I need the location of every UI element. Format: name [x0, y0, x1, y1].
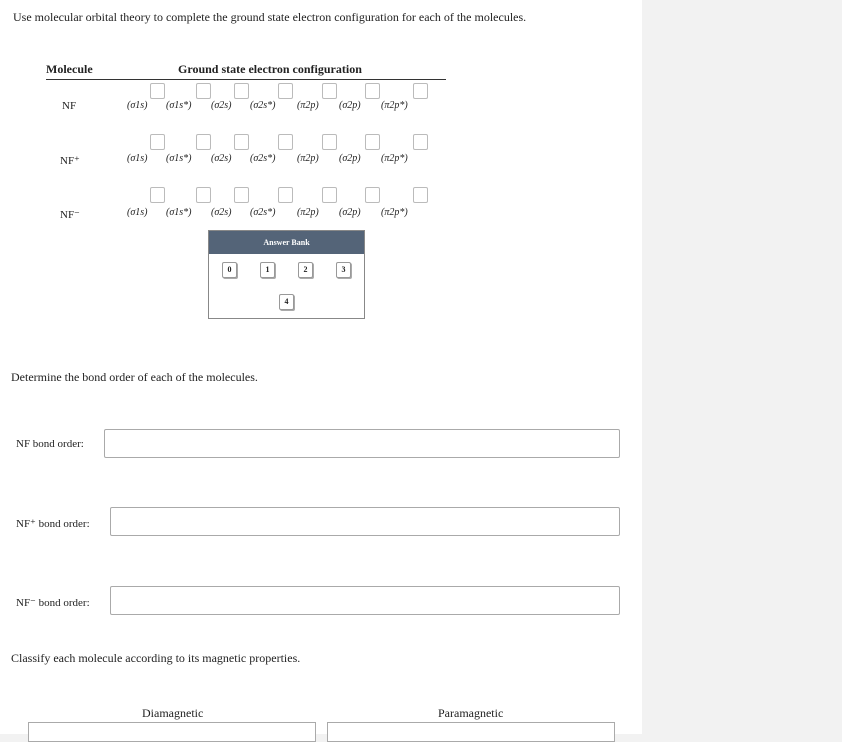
answer-chip-4[interactable]: 4: [279, 294, 294, 310]
nf-minus-bond-order-input[interactable]: [110, 586, 620, 615]
orbital-label-sigma1s: (σ1s): [127, 100, 148, 111]
orbital-label-pi2p: (π2p): [297, 100, 319, 111]
nf-bond-order-input[interactable]: [104, 429, 620, 458]
answer-bank-title: Answer Bank: [209, 231, 364, 254]
orbital-label-sigma1s-star: (σ1s*): [166, 153, 192, 164]
nf-minus-bond-order-label: NF⁻ bond order:: [16, 597, 90, 609]
drop-slot-pi2p-star[interactable]: [413, 134, 428, 150]
bond-order-instructions: Determine the bond order of each of the molecules.: [11, 370, 258, 384]
orbital-label-sigma2s-star: (σ2s*): [250, 207, 276, 218]
drop-slot-pi2p[interactable]: [322, 83, 337, 99]
diamagnetic-drop-zone[interactable]: [28, 722, 316, 742]
drop-slot-pi2p[interactable]: [322, 187, 337, 203]
drop-slot-sigma2p[interactable]: [365, 83, 380, 99]
orbital-label-sigma2s: (σ2s): [211, 153, 232, 164]
molecule-label-nf-minus: NF⁻: [60, 209, 80, 221]
drop-slot-sigma1s[interactable]: [150, 134, 165, 150]
molecule-label-nf: NF: [62, 100, 77, 112]
answer-chip-2[interactable]: 2: [298, 262, 313, 278]
drop-slot-sigma1s-star[interactable]: [196, 187, 211, 203]
drop-slot-sigma2s-star[interactable]: [278, 83, 293, 99]
paramagnetic-drop-zone[interactable]: [327, 722, 615, 742]
answer-chip-1[interactable]: 1: [260, 262, 275, 278]
orbital-label-pi2p-star: (π2p*): [381, 100, 408, 111]
diamagnetic-header: Diamagnetic: [142, 706, 204, 720]
magnetic-instructions: Classify each molecule according to its magnetic properties.: [11, 651, 301, 665]
drop-slot-pi2p-star[interactable]: [413, 83, 428, 99]
orbital-label-sigma2s: (σ2s): [211, 100, 232, 111]
drop-slot-sigma2s-star[interactable]: [278, 134, 293, 150]
molecule-column-header: Molecule: [46, 62, 93, 76]
molecule-label-nf-plus: NF⁺: [60, 155, 80, 167]
drop-slot-sigma1s-star[interactable]: [196, 134, 211, 150]
orbital-label-sigma1s-star: (σ1s*): [166, 100, 192, 111]
orbital-label-pi2p-star: (π2p*): [381, 153, 408, 164]
drop-slot-sigma1s[interactable]: [150, 187, 165, 203]
orbital-label-pi2p: (π2p): [297, 153, 319, 164]
configuration-column-header: Ground state electron configuration: [178, 62, 362, 76]
orbital-label-sigma2p: (σ2p): [339, 100, 361, 111]
header-rule: [46, 79, 446, 80]
orbital-label-sigma2p: (σ2p): [339, 207, 361, 218]
answer-chip-3[interactable]: 3: [336, 262, 351, 278]
drop-slot-sigma1s[interactable]: [150, 83, 165, 99]
answer-bank: [208, 230, 365, 319]
orbital-label-pi2p-star: (π2p*): [381, 207, 408, 218]
orbital-label-sigma2s-star: (σ2s*): [250, 100, 276, 111]
drop-slot-sigma1s-star[interactable]: [196, 83, 211, 99]
orbital-label-sigma1s: (σ1s): [127, 153, 148, 164]
paramagnetic-header: Paramagnetic: [438, 706, 504, 720]
drop-slot-sigma2s[interactable]: [234, 187, 249, 203]
nf-plus-bond-order-label: NF⁺ bond order:: [16, 518, 90, 530]
drop-slot-pi2p-star[interactable]: [413, 187, 428, 203]
drop-slot-sigma2p[interactable]: [365, 134, 380, 150]
configuration-instructions: Use molecular orbital theory to complete the ground state electron configuration for each of the molecules.: [13, 10, 527, 24]
answer-chip-0[interactable]: 0: [222, 262, 237, 278]
drop-slot-sigma2s-star[interactable]: [278, 187, 293, 203]
drop-slot-pi2p[interactable]: [322, 134, 337, 150]
orbital-label-sigma1s: (σ1s): [127, 207, 148, 218]
drop-slot-sigma2s[interactable]: [234, 134, 249, 150]
orbital-label-sigma2s: (σ2s): [211, 207, 232, 218]
drop-slot-sigma2s[interactable]: [234, 83, 249, 99]
drop-slot-sigma2p[interactable]: [365, 187, 380, 203]
orbital-label-sigma2s-star: (σ2s*): [250, 153, 276, 164]
orbital-label-sigma1s-star: (σ1s*): [166, 207, 192, 218]
orbital-label-pi2p: (π2p): [297, 207, 319, 218]
orbital-label-sigma2p: (σ2p): [339, 153, 361, 164]
nf-plus-bond-order-input[interactable]: [110, 507, 620, 536]
nf-bond-order-label: NF bond order:: [16, 438, 84, 450]
